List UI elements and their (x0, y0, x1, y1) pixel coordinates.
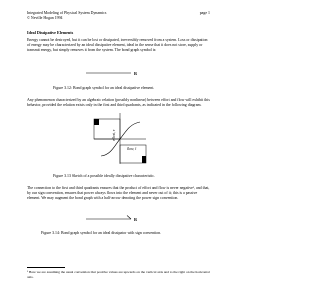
header-title: Integrated Modeling of Physical System Dynamics (27, 11, 107, 15)
paragraph-characteristic: Any phenomenon characterized by an algebraic relation (possibly nonlinear) between effort and flow will exhibit this behavior, provided the relation exists only in the first and third quadrants, as indicated in the following diagram. (27, 98, 210, 108)
half-arrow-icon (127, 216, 131, 220)
paragraph-passivity: The connection to the first and third quadrants ensures that the product of effort and flow is never negative¹, and that, by our sign convention, ensures that power always flows into the element and never out of it; this is a passive element. We may augment the bond graph with a half-arrow denoting the power sign convention. (27, 186, 210, 201)
paragraph-intro: Energy cannot be destroyed, but it can be lost or dissipated, irreversibly removed from a system. Loss or dissipation of energy may be characterized by an ideal dissipative element, ideal in the sense that it does not store, supply or transmit energy, but simply removes it from the system. The bond graph symbol is: (27, 38, 208, 53)
y-axis-label: effort, e (112, 129, 116, 141)
bond-element-label-2: R (134, 216, 138, 222)
bond-element-label: R (134, 70, 138, 76)
footnote: ¹ Here we are assuming the usual convention that positive values are upwards on the vertical axis and to the right on the horizontal axis. (27, 270, 210, 279)
section-heading: Ideal Dissipative Elements (27, 30, 74, 35)
footnote-divider (27, 267, 65, 268)
figure-caption-3: Figure 3.14: Bond graph symbol for an ideal dissipator with sign convention. (41, 231, 162, 235)
figure-caption-2: Figure 3.13 Sketch of a possible ideally dissipative characteristic. (53, 174, 155, 178)
page-number: page 1 (199, 11, 210, 15)
header-copyright: © Neville Hogan 1994 (27, 16, 63, 20)
x-axis-label: flow, f (127, 147, 137, 151)
figure-caption-1: Figure 3.12: Bond graph symbol for an ideal dissipative element. (53, 86, 155, 90)
